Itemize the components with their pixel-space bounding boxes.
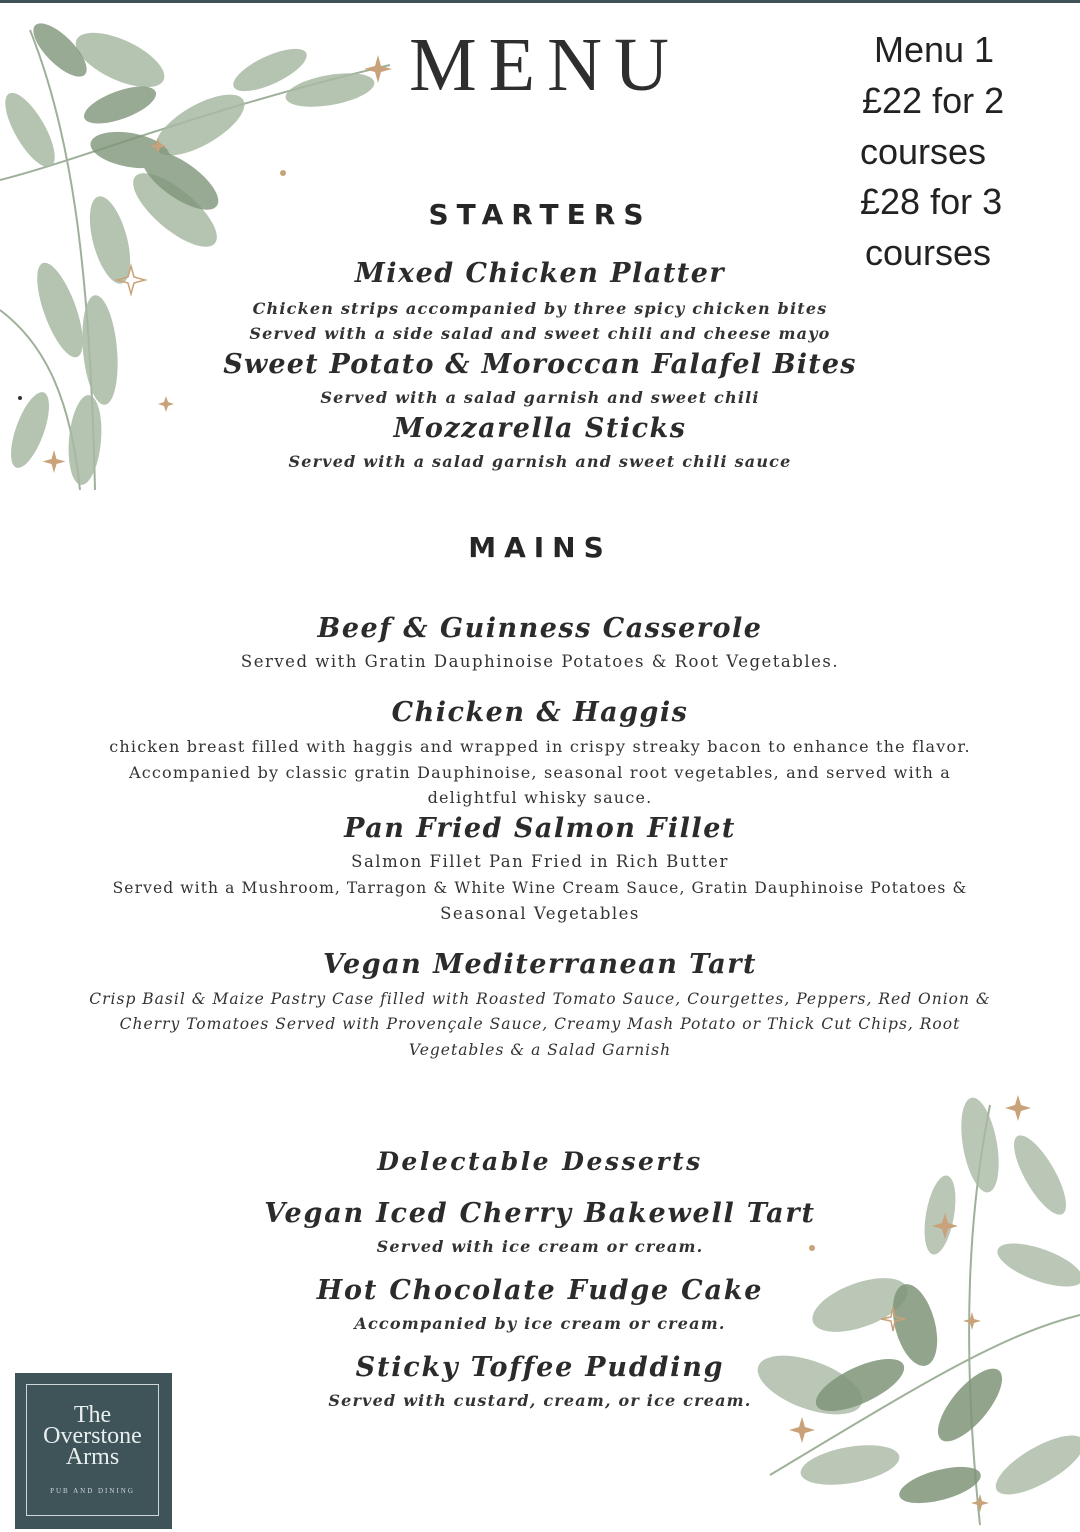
menu-title: MENU [409,23,681,107]
main-name: Vegan Mediterranean Tart [323,949,757,980]
logo-line-3: Arms [65,1444,120,1470]
desserts-heading: Delectable Desserts [377,1147,703,1176]
starter-desc: Served with a side salad and sweet chili and cheese mayo [249,324,831,343]
price-line-4: £28 for 3 [860,181,1003,222]
main-name: Chicken & Haggis [391,697,689,728]
dessert-desc: Served with ice cream or cream. [376,1237,704,1256]
starter-name: Mixed Chicken Platter [354,258,726,289]
main-desc: Cherry Tomatoes Served with Provençale Sauce, Creamy Mash Potato or Thick Cut Chips, Root [119,1015,961,1033]
main-desc: chicken breast filled with haggis and wrapped in crispy streaky bacon to enhance the flavor. [109,737,971,756]
main-desc: Accompanied by classic gratin Dauphinoise, seasonal root vegetables, and served with a [128,763,952,782]
logo-name [27,1402,158,1470]
starter-name: Sweet Potato & Moroccan Falafel Bites [223,349,857,380]
dessert-desc: Served with custard, cream, or ice cream. [328,1391,752,1410]
main-desc: Salmon Fillet Pan Fried in Rich Butter [351,852,729,871]
dessert-desc: Accompanied by ice cream or cream. [354,1314,726,1333]
logo-tagline: PUB AND DINING [50,1487,135,1495]
main-desc: Served with a Mushroom, Tarragon & White Wine Cream Sauce, Gratin Dauphinoise Potatoes & [112,879,968,897]
price-line-3: courses [860,131,987,172]
starter-desc: Served with a salad garnish and sweet chili sauce [288,452,792,471]
dessert-name: Sticky Toffee Pudding [355,1352,725,1383]
logo-frame [26,1384,159,1516]
main-desc: Vegetables & a Salad Garnish [408,1041,672,1059]
price-line-1: Menu 1 [874,29,995,70]
main-name: Beef & Guinness Casserole [317,613,763,644]
starter-name: Mozzarella Sticks [393,413,687,444]
logo-line-2: Overstone [43,1423,142,1449]
price-line-2: £22 for 2 [862,80,1005,121]
main-desc: Crisp Basil & Maize Pastry Case filled with Roasted Tomato Sauce, Courgettes, Peppers, Red Onion & [89,990,991,1008]
main-desc: Served with Gratin Dauphinoise Potatoes & Root Vegetables. [240,652,840,671]
mains-heading: MAINS [468,531,612,564]
dessert-name: Vegan Iced Cherry Bakewell Tart [264,1198,816,1229]
top-border [0,0,1080,3]
dessert-name: Hot Chocolate Fudge Cake [316,1275,764,1306]
main-desc: delightful whisky sauce. [427,788,653,807]
starter-desc: Served with a salad garnish and sweet chili [320,388,760,407]
main-desc: Seasonal Vegetables [440,904,640,923]
main-name: Pan Fried Salmon Fillet [344,813,736,844]
pub-logo [15,1373,172,1529]
starters-heading: STARTERS [428,198,652,231]
logo-line-1: The [73,1402,112,1428]
starter-desc: Chicken strips accompanied by three spicy chicken bites [252,299,828,318]
price-line-5: courses [865,232,992,273]
